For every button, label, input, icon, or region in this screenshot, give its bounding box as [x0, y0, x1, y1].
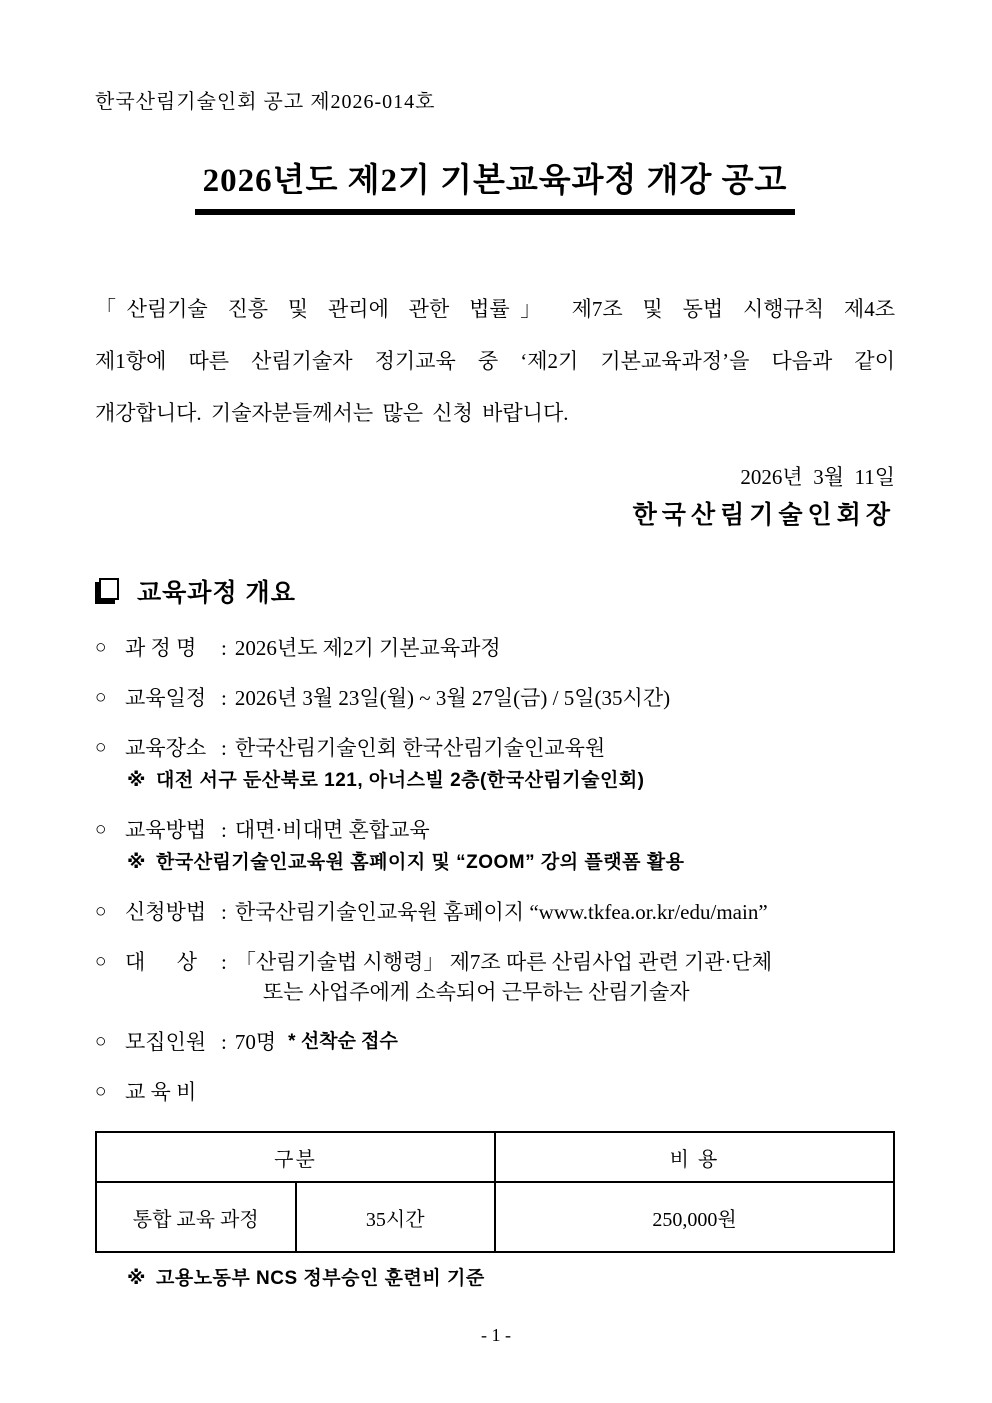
section-title: 교육과정 개요 — [137, 579, 296, 607]
fee-table-cell-hours: 35시간 — [296, 1182, 496, 1252]
target-value-line-2: 또는 사업주에게 소속되어 근무하는 산림기술자 — [262, 980, 690, 1004]
circle-bullet-icon: ○ — [95, 951, 107, 972]
intro-paragraph — [95, 283, 895, 439]
list-item-target — [95, 947, 895, 1007]
item-label: 모집인원 — [125, 1030, 207, 1054]
colon-separator: : — [221, 900, 227, 924]
fee-table-header-category: 구분 — [96, 1132, 495, 1182]
reference-mark-icon: ※ — [127, 1268, 146, 1289]
list-item-course-name — [95, 633, 895, 663]
item-label: 교 육 비 — [125, 1080, 197, 1104]
target-value-line-1: 「산림기술법 시행령」 제7조 따른 산림사업 관련 기관·단체 — [234, 950, 773, 974]
footnote-text: 고용노동부 NCS 정부승인 훈련비 기준 — [155, 1268, 485, 1289]
colon-separator: : — [221, 736, 227, 760]
colon-separator: : — [221, 818, 227, 842]
item-label: 대 상 — [125, 950, 198, 974]
list-item-schedule — [95, 683, 895, 713]
date-line: 2026년 3월 11일 — [740, 465, 895, 489]
circle-bullet-icon: ○ — [95, 1031, 107, 1052]
list-item-location — [95, 733, 895, 763]
colon-separator: : — [221, 636, 227, 660]
reference-mark-icon: ※ — [127, 770, 146, 791]
item-value: 한국산림기술인회 한국산림기술인교육원 — [234, 736, 606, 760]
item-label: 과 정 명 — [125, 636, 197, 660]
fee-table-footnote — [95, 1265, 895, 1293]
item-value: 2026년도 제2기 기본교육과정 — [234, 636, 501, 660]
intro-line-2: 제1항에 따른 산림기술자 정기교육 중 ‘제2기 기본교육과정’을 다음과 같이 — [95, 349, 895, 373]
section-heading — [95, 573, 895, 609]
section-square-icon — [99, 578, 119, 600]
signature: 한국산림기술인회장 — [632, 502, 895, 529]
fee-table-cell-cost: 250,000원 — [495, 1182, 894, 1252]
note-method-detail — [95, 849, 895, 877]
circle-bullet-icon: ○ — [95, 1081, 107, 1102]
fee-table-data-row — [96, 1182, 894, 1252]
list-item-application — [95, 897, 895, 927]
note-location-detail — [95, 767, 895, 795]
intro-line-3: 개강합니다. 기술자분들께서는 많은 신청 바랍니다. — [95, 401, 569, 425]
item-value: 2026년 3월 23일(월) ~ 3월 27일(금) / 5일(35시간) — [234, 686, 671, 710]
circle-bullet-icon: ○ — [95, 687, 107, 708]
note-text: 대전 서구 둔산북로 121, 아너스빌 2층(한국산림기술인회) — [155, 770, 645, 791]
list-item-fee — [95, 1077, 895, 1107]
doc-number: 한국산림기술인회 공고 제2026-014호 — [95, 91, 436, 113]
fee-table — [95, 1131, 895, 1253]
item-value — [235, 947, 772, 1007]
intro-line-1: 「산림기술 진흥 및 관리에 관한 법률」 제7조 및 동법 시행규칙 제4조 — [95, 297, 895, 321]
item-value: 70명 — [234, 1030, 277, 1054]
title-row — [95, 154, 895, 215]
fee-table-cell-course: 통합 교육 과정 — [96, 1182, 296, 1252]
capacity-emphasis: * 선착순 접수 — [288, 1031, 398, 1052]
item-label: 교육장소 — [125, 736, 207, 760]
circle-bullet-icon: ○ — [95, 737, 107, 758]
circle-bullet-icon: ○ — [95, 901, 107, 922]
page-number: - 1 - — [481, 1325, 511, 1345]
colon-separator: : — [221, 686, 227, 710]
fee-table-header-cost: 비 용 — [495, 1132, 894, 1182]
item-value: 대면·비대면 혼합교육 — [234, 818, 430, 842]
item-label: 교육일정 — [125, 686, 207, 710]
list-item-capacity — [95, 1027, 895, 1057]
note-text: 한국산림기술인교육원 홈페이지 및 “ZOOM” 강의 플랫폼 활용 — [155, 852, 685, 873]
colon-separator: : — [221, 1030, 227, 1054]
page-title: 2026년도 제2기 기본교육과정 개강 공고 — [195, 154, 796, 215]
fee-table-header-row — [96, 1132, 894, 1182]
item-label: 교육방법 — [125, 818, 207, 842]
item-label: 신청방법 — [125, 900, 207, 924]
reference-mark-icon: ※ — [127, 852, 146, 873]
circle-bullet-icon: ○ — [95, 637, 107, 658]
list-item-method — [95, 815, 895, 845]
course-overview-list — [95, 633, 895, 1107]
colon-separator: : — [221, 950, 227, 974]
item-value: 한국산림기술인교육원 홈페이지 “www.tkfea.or.kr/edu/main” — [234, 900, 768, 924]
circle-bullet-icon: ○ — [95, 819, 107, 840]
